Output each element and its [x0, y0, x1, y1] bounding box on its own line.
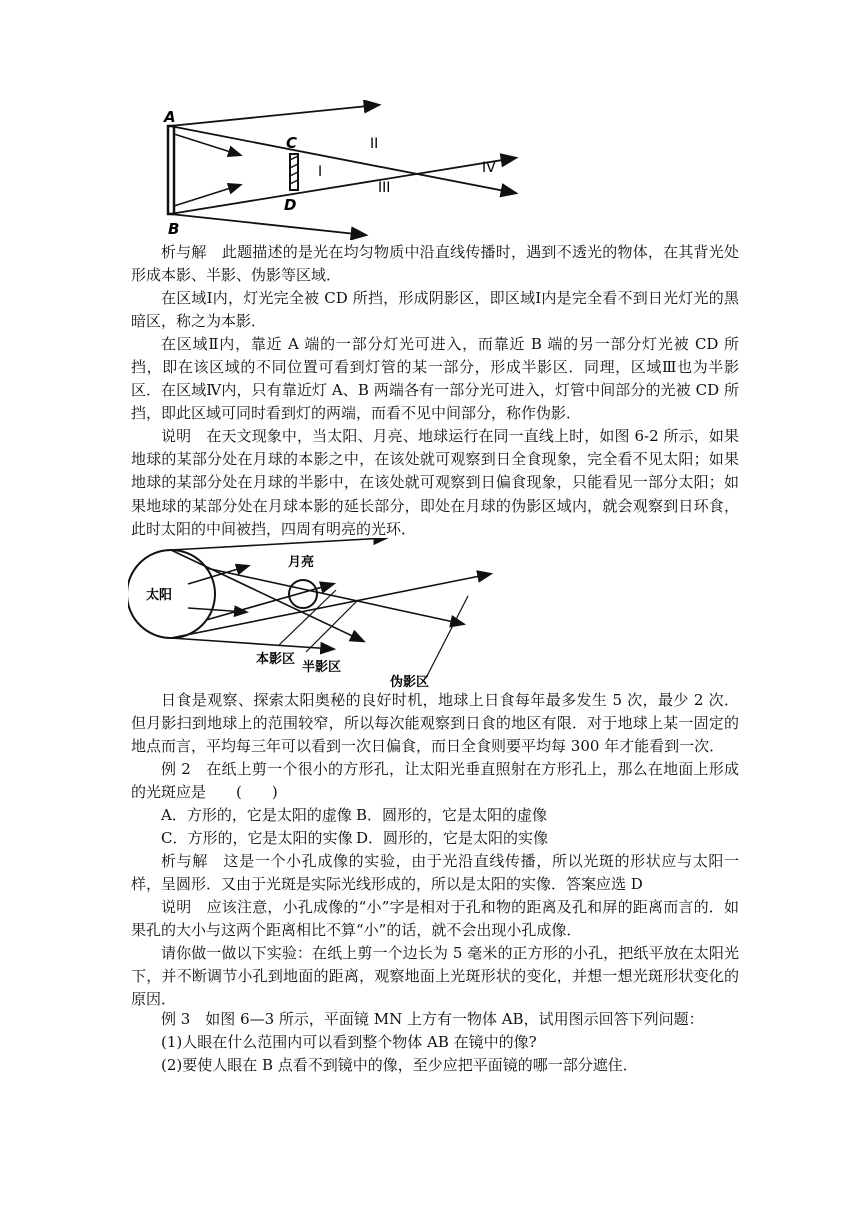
question-2: (2)要使人眼在 B 点看不到镜中的像，至少应把平面镜的哪一部分遮住． [161, 1056, 638, 1074]
label-region-3: III [378, 180, 391, 196]
figure-eclipse [128, 538, 508, 688]
paragraph-eclipse-frequency: 日食是观察、探索太阳奥秘的良好时机，地球上日食每年最多发生 5 次，最少 2 次．但月影扫到地球上的范围较窄，所以每次能观察到日食的地区有限．对于地球上某一固定的地点而言，平均每三年可以看到一次日偏食，而日全食则要平均每 300 年才能看到一次． [131, 691, 739, 756]
paragraph-example-2: 例 2 在纸上剪一个很小的方形孔，让太阳光垂直照射在方形孔上，那么在地面上形成的光斑应是 ( ) [131, 760, 739, 802]
option-d: D．圆形的，它是太阳的实像 [356, 829, 549, 847]
label-c: C [286, 134, 298, 152]
label-region-4: IV [482, 160, 496, 176]
paragraph-experiment: 请你做一做以下实验：在纸上剪一个边长为 5 毫米的正方形的小孔，把纸平放在太阳光下，并不断调节小孔到地面的距离，观察地面上光斑形状的变化，并想一想光斑形状变化的原因． [131, 944, 739, 1009]
label-region-2: II [370, 136, 379, 152]
paragraph-region-2: 在区域Ⅱ内，靠近 A 端的一部分灯光可进入，而靠近 B 端的另一部分灯光被 CD 所挡，即在该区域的不同位置可看到灯管的某一部分，形成半影区．同理，区域Ⅲ也为半影区． [131, 335, 739, 400]
paragraph-region-1: 在区域Ⅰ内，灯光完全被 CD 所挡，形成阴影区，即区域Ⅰ内是完全看不到日光灯光的黑暗区，称之为本影． [131, 289, 739, 331]
label-b: B [168, 220, 180, 238]
paragraph-region-4: 在区域Ⅳ内，只有靠近灯 A、B 两端各有一部分光可进入，灯管中间部分的光被 CD 所挡，即此区域可同时看到灯的两端，而看不见中间部分，称作伪影． [131, 381, 739, 423]
label-sun: 太阳 [146, 588, 173, 603]
label-region-1: I [318, 164, 323, 180]
option-b: B．圆形的，它是太阳的虚像 [356, 806, 548, 824]
paragraph-analysis-2: 析与解 这是一个小孔成像的实验，由于光沿直线传播，所以光斑的形状应与太阳一样，呈圆形．又由于光斑是实际光线形成的，所以是太阳的实像．答案应选 D [131, 852, 739, 894]
question-1: (1)人眼在什么范围内可以看到整个物体 AB 在镜中的像? [161, 1033, 537, 1051]
label-moon: 月亮 [288, 555, 315, 570]
label-d: D [284, 196, 297, 214]
paragraph-example-3: 例 3 如图 6—3 所示，平面镜 MN 上方有一物体 AB，试用图示回答下列问题： [161, 1010, 704, 1028]
paragraph-explanation-eclipse: 说明 在天文现象中，当太阳、月亮、地球运行在同一直线上时，如图 6-2 所示，如果地球的某部分处在月球的本影之中，在该处就可观察到日全食现象，完全看不见太阳；如果地球的某部分处在月球的半影中，在该处就可观察到日偏食现象，只能看见一部分太阳；如果地球的某部分处在月球本影的延长部分，即处在月球的伪影区域内，就会观察到日环食，此时太阳的中间被挡，四周有明亮的光环． [131, 427, 739, 538]
paragraph-explanation-pinhole: 说明 应该注意，小孔成像的“小”字是相对于孔和物的距离及孔和屏的距离而言的．如果孔的大小与这两个距离相比不算“小”的话，就不会出现小孔成像． [131, 898, 739, 940]
label-umbra: 本影区 [256, 652, 296, 667]
option-a: A．方形的，它是太阳的虚像 [161, 806, 352, 824]
paragraph-analysis-1: 析与解 此题描述的是光在均匀物质中沿直线传播时，遇到不透光的物体，在其背光处形成本影、半影、伪影等区域． [131, 243, 739, 285]
figure-shadow-regions [150, 100, 530, 240]
option-c: C．方形的，它是太阳的实像 [161, 829, 353, 847]
label-a: A [164, 108, 176, 126]
label-antumbra: 伪影区 [390, 675, 430, 688]
label-penumbra: 半影区 [302, 660, 342, 675]
